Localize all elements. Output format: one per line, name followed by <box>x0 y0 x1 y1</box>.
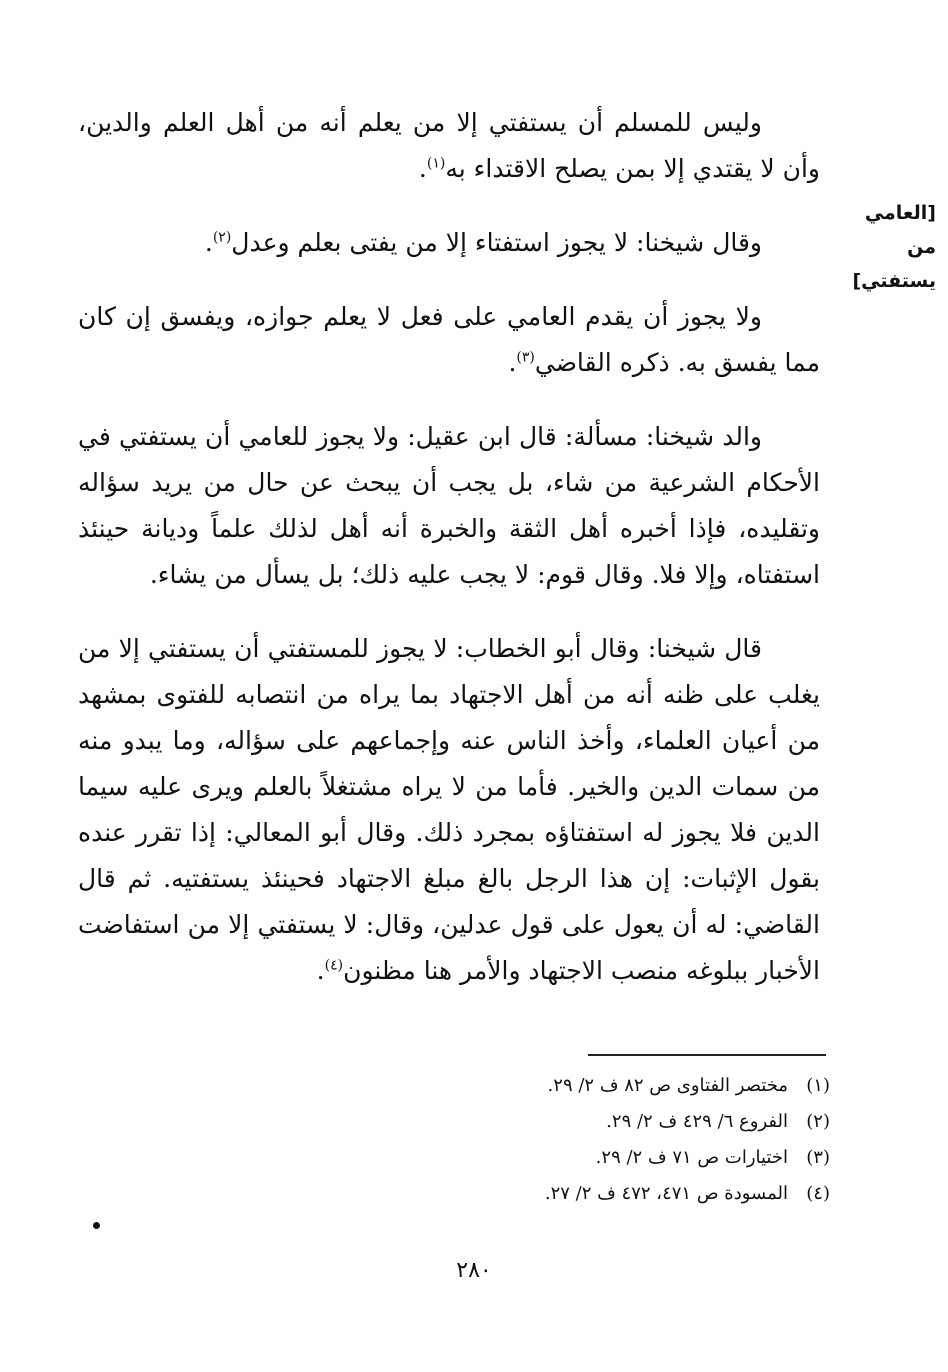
paragraph-text: وقال شيخنا: لا يجوز استفتاء إلا من يفتى بعلم وعدل <box>231 228 762 257</box>
footnote-text: اختيارات ص ٧١ ف ٢/ ٢٩. <box>595 1147 788 1168</box>
margin-heading <box>832 196 936 298</box>
paragraph-tail: . <box>316 956 325 985</box>
footnote-ref: (٢) <box>212 229 232 246</box>
footnote-number: (٣) <box>806 1147 830 1168</box>
paragraph-2 <box>78 220 820 266</box>
footnote-number: (٤) <box>806 1183 830 1204</box>
footnotes <box>430 1068 830 1212</box>
footnote-number: (١) <box>806 1075 830 1096</box>
margin-heading-line-1: [العامي من <box>864 202 936 258</box>
paragraph-tail: . <box>204 228 213 257</box>
paragraph-4 <box>78 414 820 598</box>
paragraph-tail: . <box>508 348 517 377</box>
paragraph-text: وليس للمسلم أن يستفتي إلا من يعلم أنه من أهل العلم والدين، وأن لا يقتدي إلا بمن يصلح الاقتداء به <box>78 108 820 183</box>
footnote-ref: (٤) <box>324 957 344 974</box>
footnote-separator <box>588 1054 826 1056</box>
paragraph-3 <box>78 294 820 386</box>
footnote-ref: (٣) <box>516 349 535 366</box>
main-text <box>78 100 820 1012</box>
paragraph-5 <box>78 626 820 994</box>
paragraph-text: قال شيخنا: وقال أبو الخطاب: لا يجوز للمستفتي أن يستفتي إلا من يغلب على ظنه أنه من أهل الاجتهاد بما يراه من انتصابه للفتوى بمشهد من أعيان العلماء، وأخذ الناس عنه وإجماعهم على سؤاله، وما يبدو منه من سمات الدين والخير. فأما من لا يراه مشتغلاً بالعلم ويرى عليه سيما الدين فلا يجوز له استفتاؤه بمجرد ذلك. وقال أبو المعالي: إذا تقرر عنده بقول الإثبات: إن هذا الرجل بالغ مبلغ الاجتهاد فحينئذ يستفتيه. ثم قال القاضي: له أن يعول على قول عدلين، وقال: لا يستفتي إلا من استفاضت الأخبار ببلوغه منصب الاجتهاد والأمر هنا مظنون <box>78 634 820 985</box>
footnote-number: (٢) <box>806 1111 830 1132</box>
footnote-text: مختصر الفتاوى ص ٨٢ ف ٢/ ٢٩. <box>547 1075 788 1096</box>
ink-dot <box>93 1222 100 1229</box>
footnote-text: الفروع ٦/ ٤٢٩ ف ٢/ ٢٩. <box>606 1111 788 1132</box>
footnote-ref: (١) <box>426 155 446 172</box>
footnote-1 <box>430 1068 830 1104</box>
paragraph-1 <box>78 100 820 192</box>
paragraph-text: ولا يجوز أن يقدم العامي على فعل لا يعلم جوازه، ويفسق إن كان مما يفسق به. ذكره القاضي <box>78 302 820 377</box>
margin-heading-line-2: يستفتي] <box>852 270 936 292</box>
paragraph-tail: . <box>418 154 427 183</box>
footnote-2 <box>430 1104 830 1140</box>
footnote-text: المسودة ص ٤٧١، ٤٧٢ ف ٢/ ٢٧. <box>544 1183 788 1204</box>
page-number: ٢٨٠ <box>456 1258 492 1283</box>
footnote-3 <box>430 1140 830 1176</box>
paragraph-text: والد شيخنا: مسألة: قال ابن عقيل: ولا يجوز للعامي أن يستفتي في الأحكام الشرعية من شاء، بل يجب أن يبحث عن حال من يريد سؤاله وتقليده، فإذا أخبره أهل الثقة والخبرة أنه أهل لذلك علماً وديانة حينئذ استفتاه، وإلا فلا. وقال قوم: لا يجب عليه ذلك؛ بل يسأل من يشاء. <box>78 422 820 589</box>
footnote-4 <box>430 1176 830 1212</box>
